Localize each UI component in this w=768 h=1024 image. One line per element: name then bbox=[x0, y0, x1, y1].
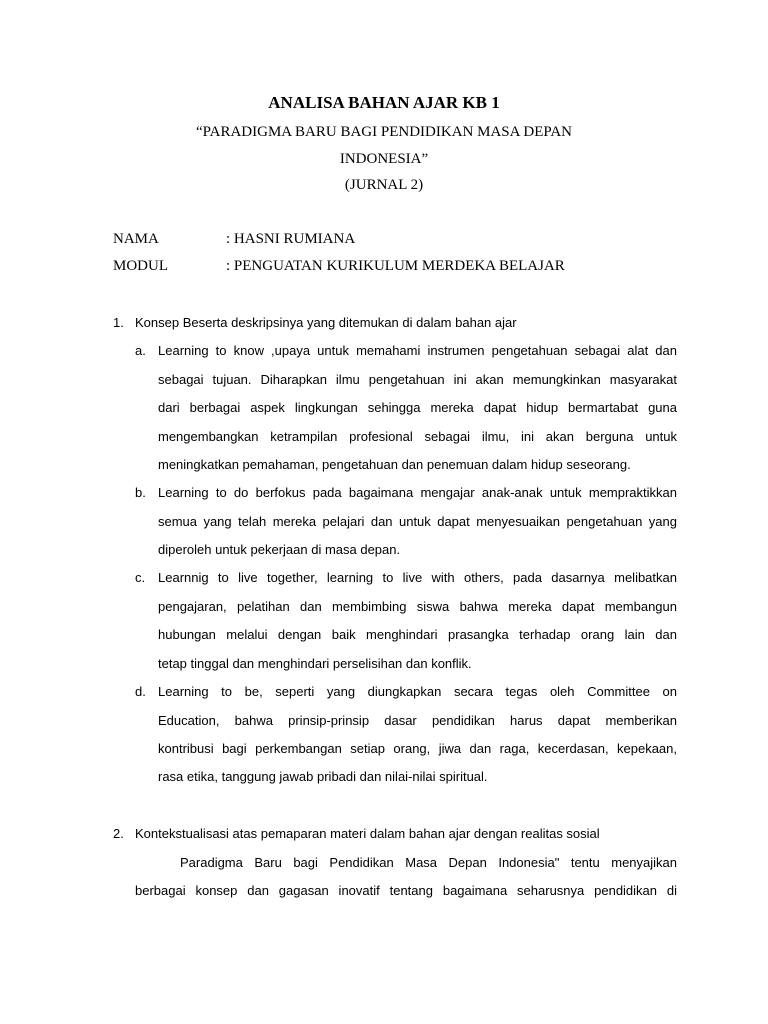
item-a-line: meningkatkan pemahaman, pengetahuan dan penemuan dalam hidup seseorang. bbox=[158, 457, 631, 472]
section-2-paragraph-line: berbagai konsep dan gagasan inovatif tentang bagaimana seharusnya pendidikan di bbox=[135, 883, 677, 898]
name-label: NAMA bbox=[113, 231, 159, 247]
section-1-heading: Konsep Beserta deskripsinya yang ditemukan di dalam bahan ajar bbox=[135, 315, 517, 330]
item-d-line: rasa etika, tanggung jawab pribadi dan nilai-nilai spiritual. bbox=[158, 769, 488, 784]
item-b-line: Learning to do berfokus pada bagaimana mengajar anak-anak untuk mempraktikkan bbox=[158, 485, 677, 500]
document-subtitle-line-1: “PARADIGMA BARU BAGI PENDIDIKAN MASA DEPAN bbox=[195, 124, 573, 140]
item-d-line: kontribusi bagi perkembangan setiap orang, jiwa dan raga, kecerdasan, kepekaan, bbox=[158, 741, 677, 756]
item-a-letter: a. bbox=[135, 343, 146, 358]
document-subtitle-line-3: (JURNAL 2) bbox=[344, 177, 424, 193]
section-1-number: 1. bbox=[113, 315, 124, 330]
item-b-letter: b. bbox=[135, 485, 146, 500]
item-a-line: sebagai tujuan. Diharapkan ilmu pengetahuan ini akan memungkinkan masyarakat bbox=[158, 372, 677, 387]
document-title: ANALISA BAHAN AJAR KB 1 bbox=[268, 93, 500, 112]
item-d-line: Learning to be, seperti yang diungkapkan secara tegas oleh Committee on bbox=[158, 684, 677, 699]
item-a-line: Learning to know ,upaya untuk memahami instrumen pengetahuan sebagai alat dan bbox=[158, 343, 677, 358]
section-2-heading: Kontekstualisasi atas pemaparan materi dalam bahan ajar dengan realitas sosial bbox=[135, 826, 600, 841]
item-a-line: mengembangkan ketrampilan profesional sebagai ilmu, ini akan berguna untuk bbox=[158, 429, 677, 444]
item-c-line: Learnnig to live together, learning to live with others, pada dasarnya melibatkan bbox=[158, 570, 677, 585]
section-2-paragraph-line: Paradigma Baru bagi Pendidikan Masa Depan Indonesia" tentu menyajikan bbox=[180, 855, 677, 870]
item-c-line: tetap tinggal dan menghindari perselisihan dan konflik. bbox=[158, 656, 472, 671]
item-b-line: diperoleh untuk pekerjaan di masa depan. bbox=[158, 542, 401, 557]
item-c-line: pengajaran, pelatihan dan membimbing siswa bahwa mereka dapat membangun bbox=[158, 599, 677, 614]
item-d-letter: d. bbox=[135, 684, 146, 699]
document-subtitle-line-2: INDONESIA” bbox=[339, 151, 429, 167]
item-d-line: Education, bahwa prinsip-prinsip dasar pendidikan harus dapat memberikan bbox=[158, 713, 677, 728]
modul-value: : PENGUATAN KURIKULUM MERDEKA BELAJAR bbox=[226, 258, 565, 274]
section-2-number: 2. bbox=[113, 826, 124, 841]
name-value: : HASNI RUMIANA bbox=[226, 231, 356, 247]
item-b-line: semua yang telah mereka pelajari dan untuk dapat menyesuaikan pengetahuan yang bbox=[158, 514, 677, 529]
modul-label: MODUL bbox=[113, 258, 168, 274]
item-c-letter: c. bbox=[135, 570, 146, 585]
item-a-line: dari berbagai aspek lingkungan sehingga mereka dapat hidup bermartabat guna bbox=[158, 400, 677, 415]
item-c-line: hubungan melalui dengan baik menghindari prasangka terhadap orang lain dan bbox=[158, 627, 677, 642]
